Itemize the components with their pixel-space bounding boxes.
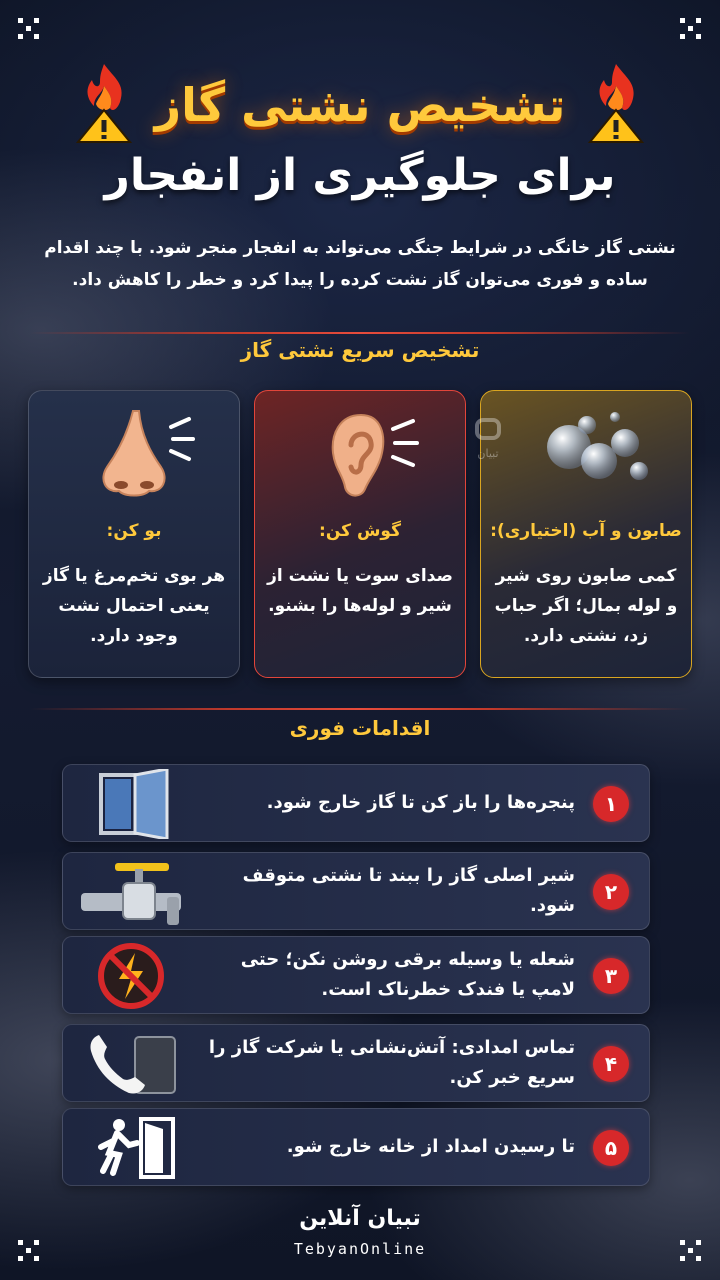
watermark-text: تبیان — [477, 447, 499, 460]
action-step — [62, 936, 650, 1014]
detection-section-title: تشخیص سریع نشتی گاز — [240, 338, 480, 362]
footer-brand-latin: TebyanOnline — [293, 1240, 427, 1258]
corner-decoration — [680, 18, 702, 40]
card-body: صدای سوت یا نشت از شیر و لوله‌ها را بشنو. — [267, 566, 453, 616]
action-step — [62, 1108, 650, 1186]
detection-card-soap — [480, 390, 692, 678]
exit-door-icon — [79, 1113, 183, 1183]
page-subtitle: برای جلوگیری از انفجار — [104, 150, 616, 201]
section-divider — [30, 708, 690, 710]
action-step — [62, 764, 650, 842]
step-text: شیر اصلی گاز را ببند تا نشتی متوقف شود. — [242, 865, 575, 916]
card-title: بو کن: — [106, 521, 162, 541]
card-body: کمی صابون روی شیر و لوله بمال؛ اگر حباب زد، نشتی دارد. — [494, 566, 678, 646]
card-title: صابون و آب (اختیاری): — [490, 521, 682, 541]
nose-icon — [55, 405, 215, 505]
window-icon — [79, 769, 183, 839]
actions-section-title: اقدامات فوری — [289, 716, 431, 740]
step-number: ۴ — [593, 1046, 629, 1082]
step-number: ۱ — [593, 786, 629, 822]
detection-card-smell — [28, 390, 240, 678]
step-text: پنجره‌ها را باز کن تا گاز خارج شود. — [266, 792, 575, 813]
footer-logo: تبیان آنلاین — [299, 1206, 421, 1231]
no-electricity-icon — [79, 941, 183, 1011]
ear-icon — [281, 405, 441, 505]
step-text: شعله یا وسیله برقی روشن نکن؛ حتی لامپ یا فندک خطرناک است. — [240, 949, 575, 1000]
action-step — [62, 1024, 650, 1102]
step-number: ۲ — [593, 874, 629, 910]
corner-decoration — [18, 18, 40, 40]
detection-card-listen — [254, 390, 466, 678]
section-divider — [30, 332, 690, 334]
intro-text: نشتی گاز خانگی در شرایط جنگی می‌تواند به انفجار منجر شود. با چند اقدام ساده و فوری می‌توان گاز نشت کرده را پیدا کرد و خطر را کاهش داد. — [44, 238, 676, 290]
step-text: تماس امدادی: آتش‌نشانی یا شرکت گاز را سریع خبر کن. — [208, 1037, 575, 1088]
page-title: تشخیص نشتی گاز — [154, 78, 566, 132]
step-text: تا رسیدن امداد از خانه خارج شو. — [286, 1136, 575, 1157]
step-number: ۳ — [593, 958, 629, 994]
card-title: گوش کن: — [319, 521, 401, 541]
gas-valve-icon — [79, 857, 183, 927]
phone-icon — [79, 1029, 183, 1099]
action-step — [62, 852, 650, 930]
card-body: هر بوی تخم‌مرغ یا گاز یعنی احتمال نشت وجود دارد. — [42, 566, 226, 646]
watermark-logo — [468, 414, 508, 474]
soap-bubbles-icon — [507, 405, 667, 505]
step-number: ۵ — [593, 1130, 629, 1166]
